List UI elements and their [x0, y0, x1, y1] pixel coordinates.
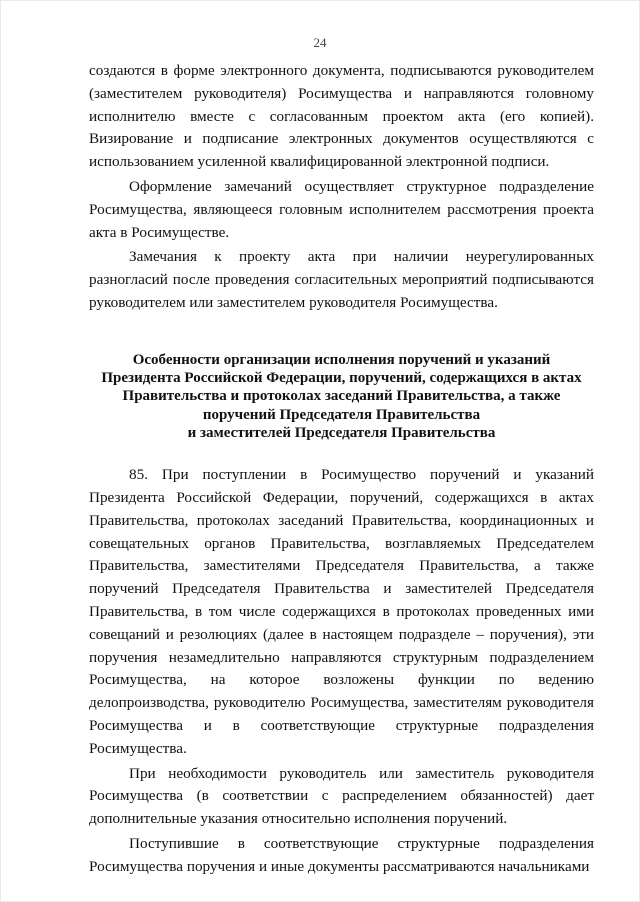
- section-heading-line: Особенности организации исполнения поручений и указаний: [132, 351, 551, 368]
- paragraph-continuation: создаются в форме электронного документа, подписываются руководителем (заместителем руководителя) Росимущества и направляются головному исполнителю вместе с согласованным проектом акта (его копией). Визирование и подписание электронных документов осуществляются с использованием усиленной квалифицированной электронной подписи.: [89, 62, 594, 171]
- page-number: 24: [313, 35, 327, 50]
- page-content: [89, 60, 594, 879]
- section-heading: [89, 351, 594, 442]
- paragraph-85: 85. При поступлении в Росимущество поручений и указаний Президента Российской Федерации, поручений, содержащихся в актах Правительства, протоколах заседаний Правительства, координационных и совещательных органов Правительства, возглавляемых Председателем Правительства, заместителями Председателя Правительства, а также поручений Председателя Правительства и заместителей Председателя Правительства, в том числе содержащихся в протоколах проведенных ими совещаний и резолюциях (далее в настоящем подразделе – поручения), эти поручения незамедлительно направляются структурным подразделением Росимущества, на которое возложены функции по ведению делопроизводства, руководителю Росимущества, заместителям руководителя Росимущества и в соответствующие структурные подразделения Росимущества.: [89, 466, 594, 757]
- section-heading-line: Президента Российской Федерации, поручений, содержащихся в актах: [101, 370, 582, 387]
- paragraph-remarks-formatting: Оформление замечаний осуществляет структурное подразделение Росимущества, являющееся головным исполнителем рассмотрения проекта акта в Росимуществе.: [89, 177, 594, 241]
- section-heading-line: поручений Председателя Правительства: [202, 406, 481, 423]
- paragraph-received-instructions: Поступившие в соответствующие структурные подразделения Росимущества поручения и иные документы рассматриваются начальниками: [89, 835, 594, 875]
- paragraph-additional-instructions: При необходимости руководитель или заместитель руководителя Росимущества (в соответствии с распределением обязанностей) дает дополнительные указания относительно исполнения поручений.: [89, 764, 594, 828]
- section-body: [89, 464, 594, 878]
- paragraph-remarks-signing: Замечания к проекту акта при наличии неурегулированных разногласий после проведения согласительных мероприятий подписываются руководителем или заместителем руководителя Росимущества.: [89, 248, 594, 311]
- section-heading-line: и заместителей Председателя Правительства: [187, 424, 496, 441]
- section-heading-line: Правительства и протоколах заседаний Правительства, а также: [122, 388, 561, 405]
